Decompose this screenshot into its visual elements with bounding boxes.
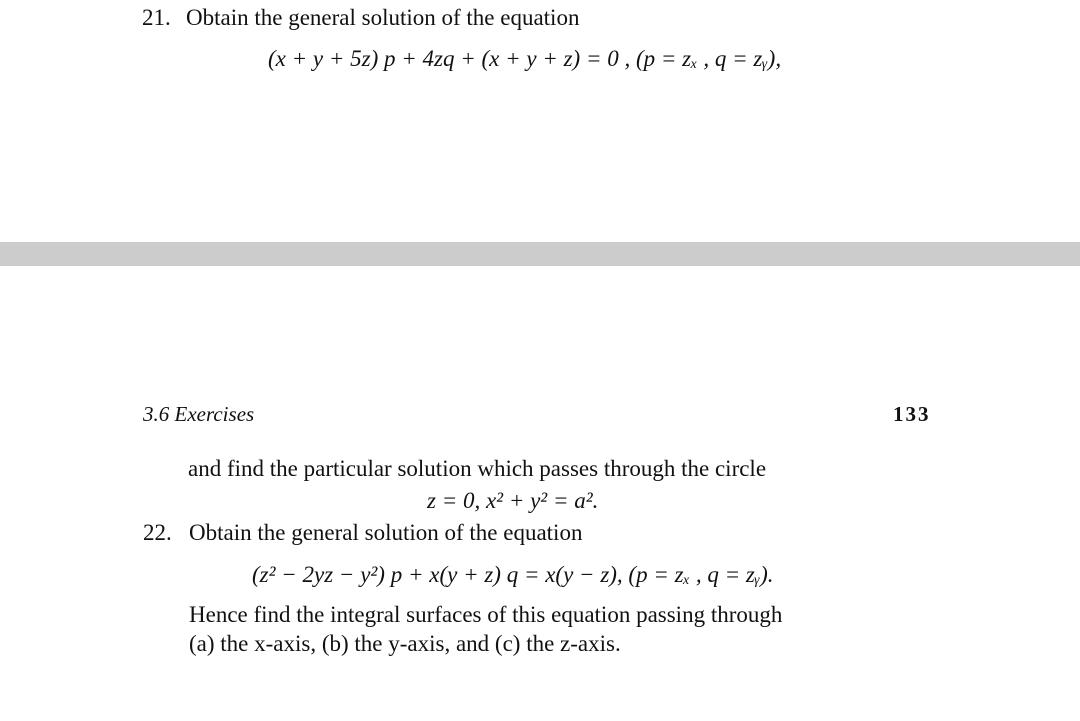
page-separator [0,242,1080,266]
circle-equation: z = 0, x² + y² = a². [427,488,599,513]
running-head: 3.6 Exercises [143,402,255,426]
problem-22-number: 22. [143,520,172,545]
problem-22-equation: (z² − 2yz − y²) p + x(y + z) q = x(y − z), (p = zₓ , q = zᵧ). [252,562,774,587]
continuation-text: and find the particular solution which passes through the circle [188,456,767,481]
problem-21-text: Obtain the general solution of the equation [186,5,580,30]
hence-line-1: Hence find the integral surfaces of this equation passing through [189,602,783,627]
hence-line-2: (a) the x-axis, (b) the y-axis, and (c) the z-axis. [189,631,621,656]
problem-22-text: Obtain the general solution of the equation [189,520,583,545]
problem-21-number: 21. [142,5,171,30]
problem-21-equation: (x + y + 5z) p + 4zq + (x + y + z) = 0 , (p = zₓ , q = zᵧ), [268,46,782,71]
page-number: 133 [893,402,931,426]
